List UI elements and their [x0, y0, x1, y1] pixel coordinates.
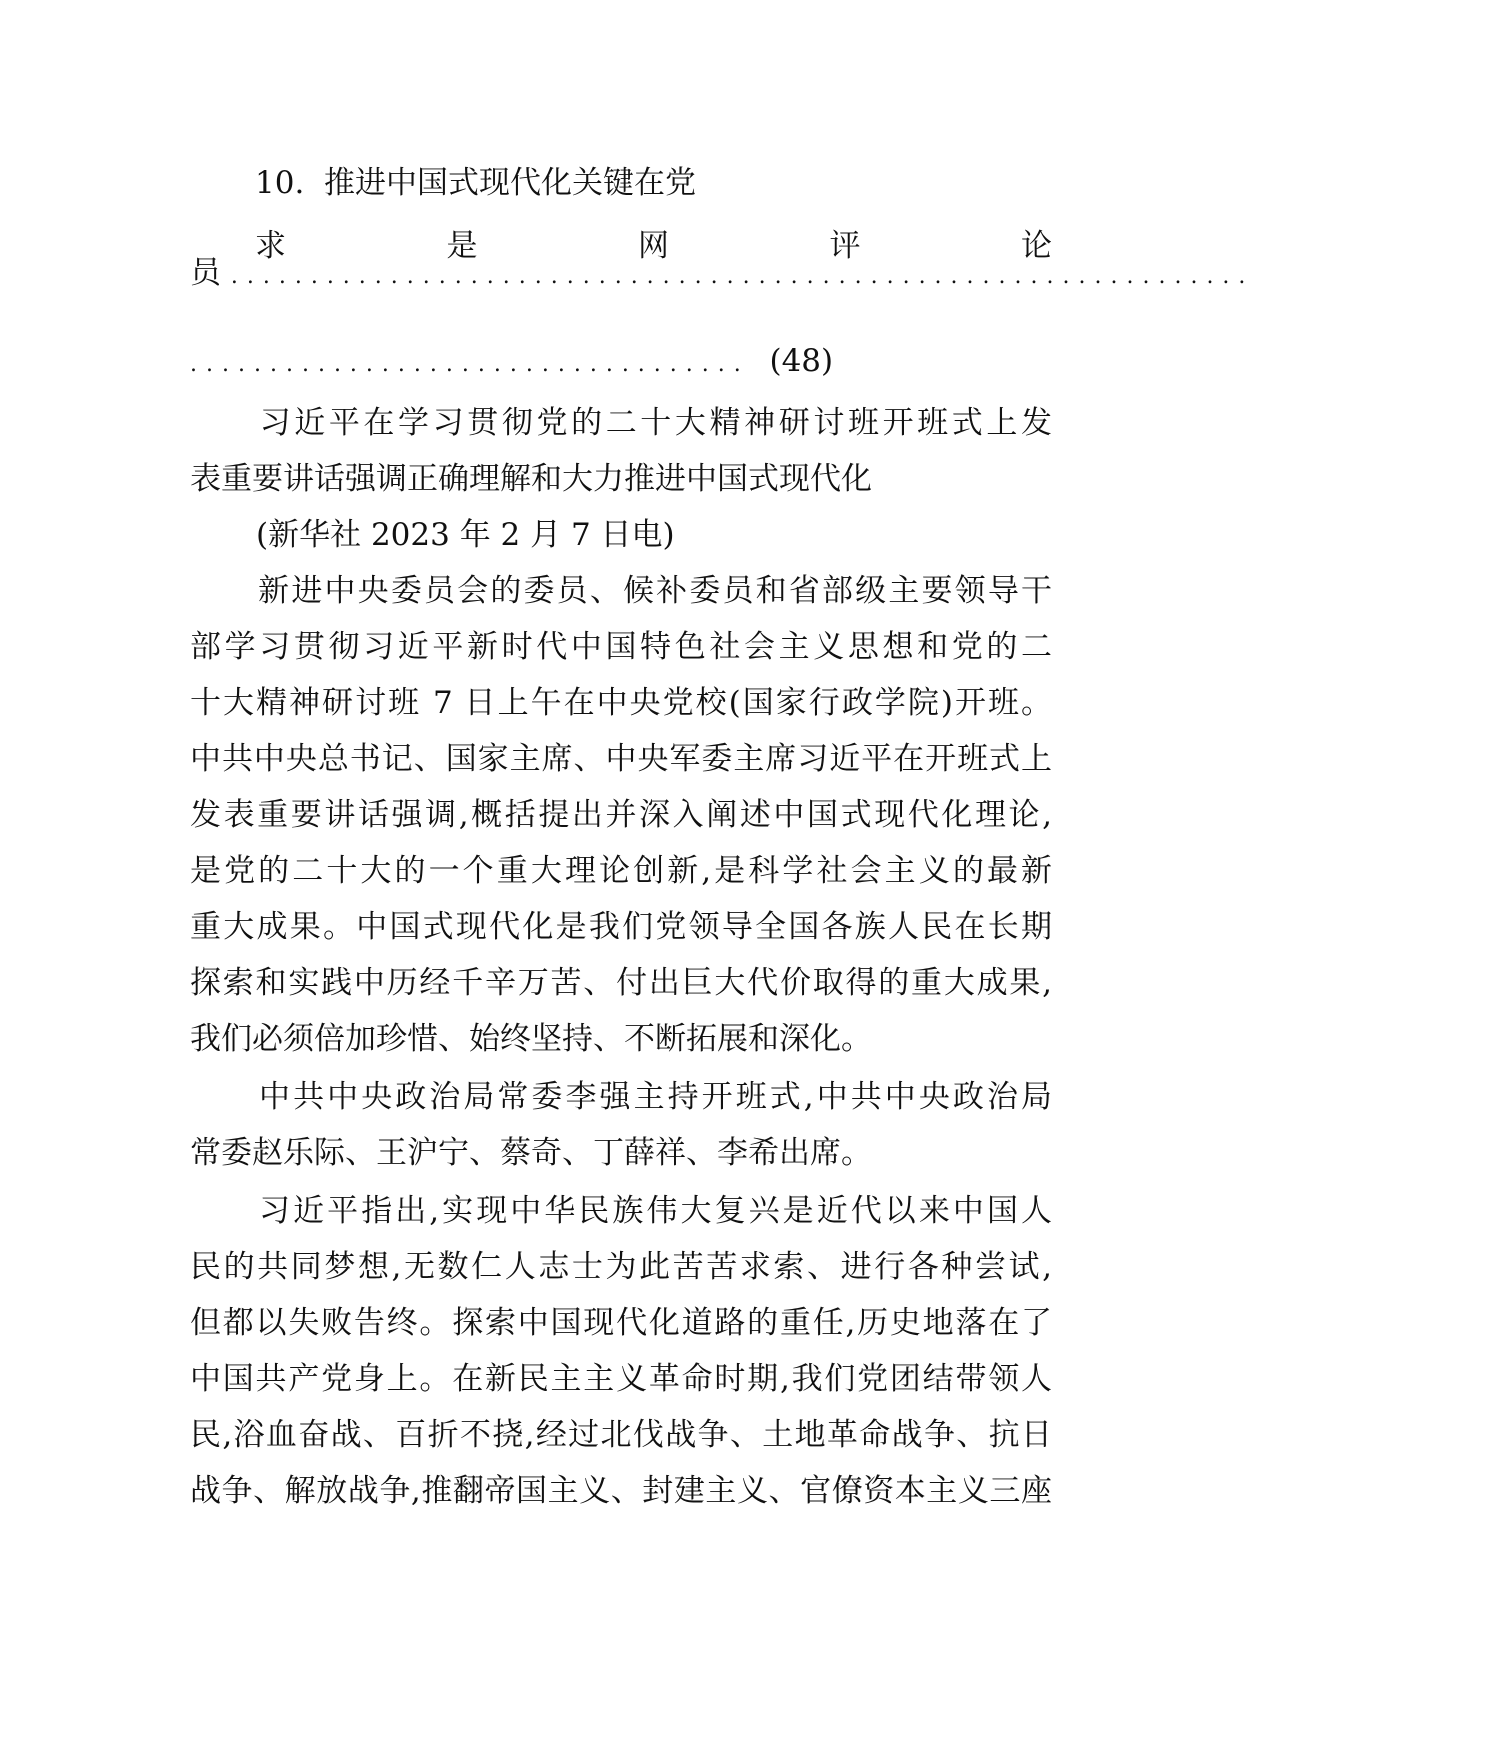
- toc-leader-line: [190, 245, 1255, 301]
- paragraph-text: 常委赵乐际、王沪宁、蔡奇、丁薛祥、李希出席。: [190, 1135, 872, 1171]
- toc-author-char: 评: [829, 228, 861, 264]
- paragraph-line: [190, 1069, 1052, 1125]
- paragraph-line: [190, 1125, 1052, 1181]
- paragraph-line: [190, 619, 1052, 675]
- paragraph-text: 但都以失败告终。探索中国现代化道路的重任,历史地落在了: [190, 1305, 1052, 1341]
- headline-line: [190, 451, 1052, 507]
- dateline-text: (新华社 2023 年 2 月 7 日电): [256, 517, 675, 553]
- paragraph-text: 部学习贯彻习近平新时代中国特色社会主义思想和党的二: [190, 629, 1052, 665]
- dateline-line: [190, 507, 1052, 563]
- toc-author-last-char: 员: [190, 255, 221, 291]
- paragraph-text: 重大成果。中国式现代化是我们党领导全国各族人民在长期: [190, 909, 1052, 945]
- paragraph-line: [190, 675, 1052, 731]
- paragraph-line: [190, 731, 1052, 787]
- headline-line: [190, 395, 1052, 451]
- toc-leader-dots: ................................................................: [230, 264, 1255, 289]
- toc-entry-number: 10.: [255, 165, 305, 201]
- article-paragraph: [190, 1183, 1052, 1519]
- article-paragraph: [190, 563, 1052, 1067]
- paragraph-line: [190, 1351, 1052, 1407]
- paragraph-text: 中共中央总书记、国家主席、中央军委主席习近平在开班式上: [190, 741, 1052, 777]
- paragraph-line: [190, 1463, 1052, 1519]
- toc-author-char: 求: [255, 228, 286, 264]
- toc-entry-title: [255, 155, 1496, 211]
- paragraph-text: 习近平指出,实现中华民族伟大复兴是近代以来中国人: [256, 1193, 1052, 1229]
- paragraph-line: [190, 1407, 1052, 1463]
- paragraph-line: [190, 1011, 1052, 1067]
- paragraph-text: 探索和实践中历经千辛万苦、付出巨大代价取得的重大成果,: [190, 965, 1052, 1001]
- paragraph-line: [190, 1183, 1052, 1239]
- paragraph-text: 发表重要讲话强调,概括提出并深入阐述中国式现代化理论,: [190, 797, 1052, 833]
- paragraph-text: 我们必须倍加珍惜、始终坚持、不断拓展和深化。: [190, 1021, 872, 1057]
- paragraph-line: [190, 563, 1052, 619]
- paragraph-text: 十大精神研讨班 7 日上午在中央党校(国家行政学院)开班。: [190, 685, 1052, 721]
- paragraph-line: [190, 1295, 1052, 1351]
- paragraph-text: 民的共同梦想,无数仁人志士为此苦苦求索、进行各种尝试,: [190, 1249, 1052, 1285]
- article-headline: [190, 395, 1052, 507]
- paragraph-text: 民,浴血奋战、百折不挠,经过北伐战争、土地革命战争、抗日: [190, 1417, 1052, 1453]
- paragraph-text: 战争、解放战争,推翻帝国主义、封建主义、官僚资本主义三座: [190, 1473, 1052, 1509]
- toc-leader-line-2: [190, 333, 833, 389]
- toc-page-ref: (48): [769, 343, 834, 379]
- paragraph-line: [190, 955, 1052, 1011]
- paragraph-line: [190, 787, 1052, 843]
- paragraph-text: 中共中央政治局常委李强主持开班式,中共中央政治局: [256, 1079, 1052, 1115]
- paragraph-text: 是党的二十大的一个重大理论创新,是科学社会主义的最新: [190, 853, 1052, 889]
- headline-text-1: 习近平在学习贯彻党的二十大精神研讨班开班式上发: [256, 405, 1052, 441]
- article-dateline: [190, 507, 1052, 563]
- toc-author-char: 是: [446, 228, 478, 264]
- toc-leader-dots-2: ...................................: [190, 352, 750, 377]
- paragraph-line: [190, 843, 1052, 899]
- headline-text-2: 表重要讲话强调正确理解和大力推进中国式现代化: [190, 461, 872, 497]
- paragraph-text: 新进中央委员会的委员、候补委员和省部级主要领导干: [256, 573, 1052, 609]
- toc-author-char: 网: [638, 228, 669, 264]
- toc-entry-title-text: 推进中国式现代化关键在党: [324, 165, 697, 201]
- paragraph-line: [190, 899, 1052, 955]
- paragraph-text: 中国共产党身上。在新民主主义革命时期,我们党团结带领人: [190, 1361, 1052, 1397]
- toc-author-char: 论: [1021, 228, 1052, 264]
- article-paragraph: [190, 1069, 1052, 1181]
- paragraph-line: [190, 1239, 1052, 1295]
